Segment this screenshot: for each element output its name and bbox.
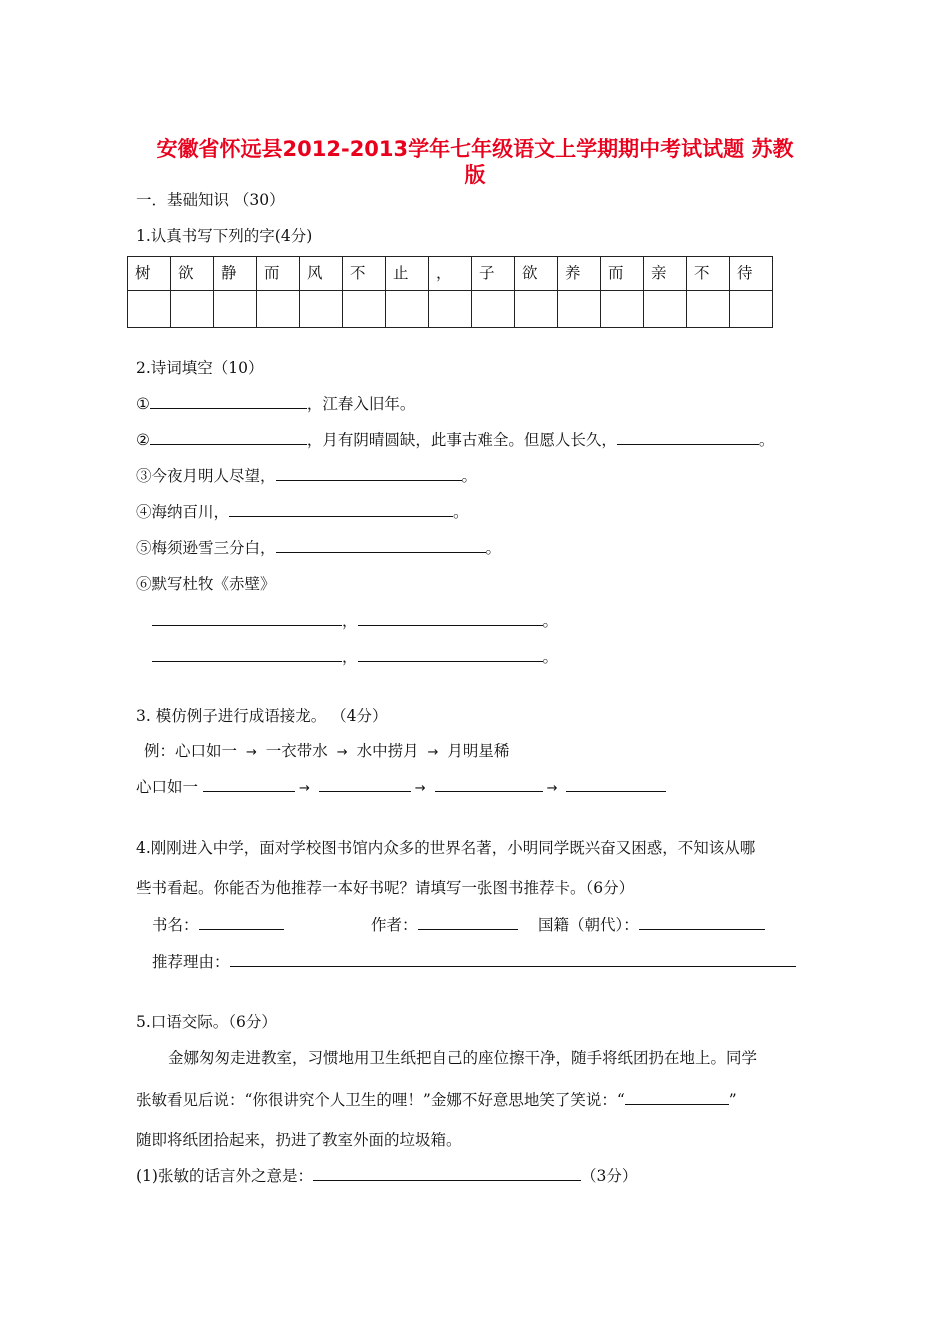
write-cell[interactable] (515, 291, 558, 328)
q2-item-1 (136, 394, 415, 414)
comma: ， (342, 612, 358, 630)
answer-blank[interactable] (203, 777, 295, 792)
para-text: 张敏看见后说：“你很讲究个人卫生的哩！”金娜不好意思地笑了笑说：“ (136, 1091, 625, 1109)
char-cell: 而 (257, 257, 300, 291)
char-cell: ， (429, 257, 472, 291)
item-text: ⑤梅须逊雪三分白， (136, 539, 276, 557)
q1-label: 1.认真书写下列的字(4分) (136, 227, 313, 245)
q4-book-field (152, 915, 284, 935)
char-cell: 风 (300, 257, 343, 291)
write-cell[interactable] (730, 291, 773, 328)
writing-row (128, 291, 773, 328)
example-word: 水中捞月 (356, 742, 419, 760)
close-quote: ” (728, 1091, 737, 1109)
write-cell[interactable] (644, 291, 687, 328)
arrow-icon: → (245, 745, 257, 760)
q5-para-3: 随即将纸团拾起来，扔进了教室外面的垃圾箱。 (136, 1131, 462, 1149)
write-cell[interactable] (386, 291, 429, 328)
char-cell: 欲 (171, 257, 214, 291)
q3-example (144, 741, 509, 763)
author-label: 作者： (371, 916, 418, 934)
item-end: 。 (453, 503, 469, 521)
book-input[interactable] (199, 915, 284, 930)
start-word: 心口如一 (136, 778, 199, 796)
q4-reason-field (152, 952, 796, 972)
q4-text-1: 4.刚刚进入中学，面对学校图书馆内众多的世界名著，小明同学既兴奋又困惑，不知该从哪 (136, 839, 756, 857)
q5-sub-1 (136, 1166, 637, 1186)
q5-para-1: 金娜匆匆走进教室，习惯地用卫生纸把自己的座位擦干净，随手将纸团扔在地上。同学 (168, 1049, 758, 1067)
q3-answer-line (136, 777, 666, 799)
q2-item-3 (136, 466, 477, 486)
answer-blank[interactable] (358, 647, 543, 662)
q2-item-4 (136, 502, 469, 522)
q5-label: 5.口语交际。（6分） (136, 1013, 277, 1031)
period: 。 (542, 612, 559, 630)
answer-blank[interactable] (229, 502, 453, 517)
item-text: ，江春入旧年。 (306, 395, 416, 413)
char-cell: 子 (472, 257, 515, 291)
example-prefix: 例：心口如一 (144, 742, 238, 760)
write-cell[interactable] (128, 291, 171, 328)
answer-blank[interactable] (358, 611, 543, 626)
write-cell[interactable] (171, 291, 214, 328)
arrow-icon: → (546, 781, 558, 796)
answer-blank[interactable] (617, 430, 759, 445)
arrow-icon: → (298, 781, 310, 796)
reason-label: 推荐理由： (152, 953, 230, 971)
item-number: ② (136, 431, 150, 449)
answer-blank[interactable] (566, 777, 666, 792)
answer-blank[interactable] (319, 777, 411, 792)
book-label: 书名： (152, 916, 199, 934)
q2-item-5 (136, 538, 501, 558)
answer-blank[interactable] (276, 466, 462, 481)
author-input[interactable] (418, 915, 518, 930)
char-cell: 欲 (515, 257, 558, 291)
section-heading: 一．基础知识 （30） (136, 191, 285, 209)
example-word: 一衣带水 (265, 742, 328, 760)
item-end: 。 (485, 539, 502, 557)
q4-text-2: 些书看起。你能否为他推荐一本好书呢？请填写一张图书推荐卡。（6分） (136, 879, 635, 897)
reply-input[interactable] (625, 1090, 729, 1105)
q2-label: 2.诗词填空（10） (136, 359, 264, 377)
answer-blank[interactable] (152, 647, 342, 662)
arrow-icon: → (414, 781, 426, 796)
poem-line-1 (152, 611, 558, 631)
write-cell[interactable] (687, 291, 730, 328)
reason-input[interactable] (230, 952, 796, 967)
q2-item-2 (136, 430, 774, 450)
item-text: ④海纳百川， (136, 503, 230, 521)
write-cell[interactable] (472, 291, 515, 328)
write-cell[interactable] (601, 291, 644, 328)
q4-nation-field (538, 915, 765, 935)
write-cell[interactable] (343, 291, 386, 328)
write-cell[interactable] (257, 291, 300, 328)
poem-line-2 (152, 647, 558, 667)
character-row (128, 257, 773, 291)
period: 。 (542, 648, 559, 666)
answer-blank[interactable] (150, 394, 307, 409)
item-end: 。 (461, 467, 478, 485)
char-cell: 止 (386, 257, 429, 291)
arrow-icon: → (336, 745, 348, 760)
char-cell: 静 (214, 257, 257, 291)
answer-blank[interactable] (152, 611, 342, 626)
char-cell: 亲 (644, 257, 687, 291)
title-line-1: 安徽省怀远县2012-2013学年七年级语文上学期期中考试试题 苏教 (156, 137, 794, 161)
nation-input[interactable] (639, 915, 765, 930)
answer-blank[interactable] (150, 430, 307, 445)
nation-label: 国籍（朝代）： (538, 916, 639, 934)
item-end: 。 (758, 431, 775, 449)
item-text: ③今夜月明人尽望， (136, 467, 276, 485)
item-number: ① (136, 395, 150, 413)
char-cell: 不 (343, 257, 386, 291)
char-cell: 树 (128, 257, 171, 291)
q3-label: 3. 模仿例子进行成语接龙。 （4分） (136, 707, 388, 725)
answer-blank[interactable] (276, 538, 486, 553)
character-grid (127, 256, 773, 328)
sub-label: (1)张敏的话言外之意是： (136, 1167, 313, 1185)
example-word: 月明星稀 (447, 742, 510, 760)
q4-author-field (371, 915, 518, 935)
q5-para-2 (136, 1090, 737, 1110)
q2-item-6 (136, 574, 276, 594)
item-text: ，月有阴晴圆缺，此事古难全。但愿人长久， (306, 431, 617, 449)
char-cell: 不 (687, 257, 730, 291)
char-cell: 而 (601, 257, 644, 291)
page-title (130, 136, 820, 188)
char-cell: 待 (730, 257, 773, 291)
sub-score: （3分） (580, 1167, 638, 1185)
write-cell[interactable] (558, 291, 601, 328)
title-line-2: 版 (464, 163, 486, 187)
char-cell: 养 (558, 257, 601, 291)
answer-blank[interactable] (435, 777, 543, 792)
answer-blank[interactable] (313, 1166, 581, 1181)
comma: ， (342, 648, 358, 666)
write-cell[interactable] (300, 291, 343, 328)
write-cell[interactable] (429, 291, 472, 328)
write-cell[interactable] (214, 291, 257, 328)
item-text: ⑥默写杜牧《赤壁》 (136, 575, 276, 593)
arrow-icon: → (427, 745, 439, 760)
